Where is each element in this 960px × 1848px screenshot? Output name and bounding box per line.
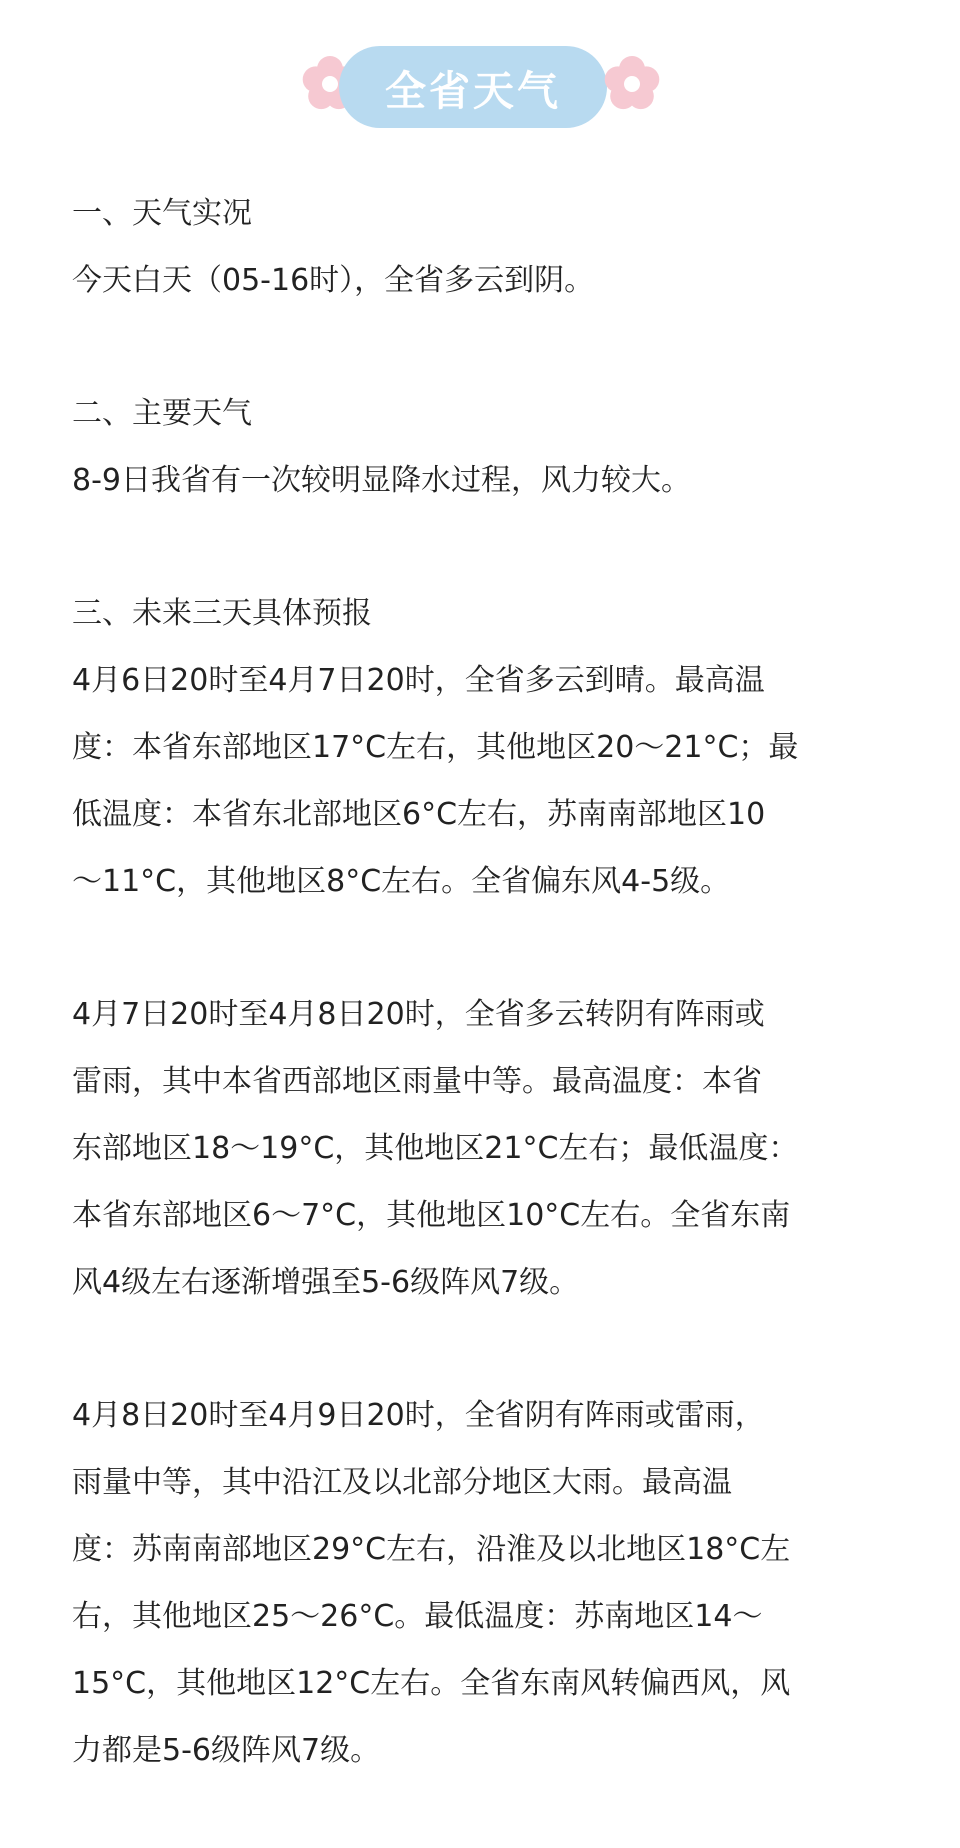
paragraph-line: 4月6日20时至4月7日20时，全省多云到晴。最高温 <box>72 663 765 698</box>
section-heading: 一、天气实况 <box>72 196 252 231</box>
paragraph-line: 度：本省东部地区17°C左右，其他地区20～21°C；最 <box>72 730 799 765</box>
paragraph-line: 低温度：本省东北部地区6°C左右，苏南南部地区10 <box>72 797 766 832</box>
paragraph-line: 4月8日20时至4月9日20时，全省阴有阵雨或雷雨， <box>72 1398 765 1433</box>
paragraph-line: 8-9日我省有一次较明显降水过程，风力较大。 <box>72 463 691 498</box>
section-heading: 二、主要天气 <box>72 396 252 431</box>
flower-icon <box>600 52 664 116</box>
paragraph-line: 本省东部地区6～7°C，其他地区10°C左右。全省东南 <box>72 1198 791 1233</box>
paragraph-line: 度：苏南南部地区29°C左右，沿淮及以北地区18°C左 <box>72 1532 791 1567</box>
section-heading: 三、未来三天具体预报 <box>72 596 372 631</box>
paragraph-line: 雷雨，其中本省西部地区雨量中等。最高温度：本省 <box>72 1064 762 1099</box>
paragraph-line: 雨量中等，其中沿江及以北部分地区大雨。最高温 <box>72 1465 732 1500</box>
paragraph-line: 力都是5-6级阵风7级。 <box>72 1733 381 1768</box>
article-body <box>72 180 894 1784</box>
paragraph-line: 风4级左右逐渐增强至5-6级阵风7级。 <box>72 1265 580 1300</box>
header <box>0 0 960 180</box>
paragraph-line: 东部地区18～19°C，其他地区21°C左右；最低温度： <box>72 1131 799 1166</box>
title-pill <box>339 46 607 128</box>
page-title: 全省天气 <box>385 66 561 115</box>
paragraph-line: 今天白天（05-16时），全省多云到阴。 <box>72 263 595 298</box>
paragraph-line: 15°C，其他地区12°C左右。全省东南风转偏西风，风 <box>72 1666 791 1701</box>
paragraph-line: 4月7日20时至4月8日20时，全省多云转阴有阵雨或 <box>72 997 765 1032</box>
paragraph-line: 右，其他地区25～26°C。最低温度：苏南地区14～ <box>72 1599 763 1634</box>
paragraph-line: ～11°C，其他地区8°C左右。全省偏东风4-5级。 <box>72 864 731 899</box>
